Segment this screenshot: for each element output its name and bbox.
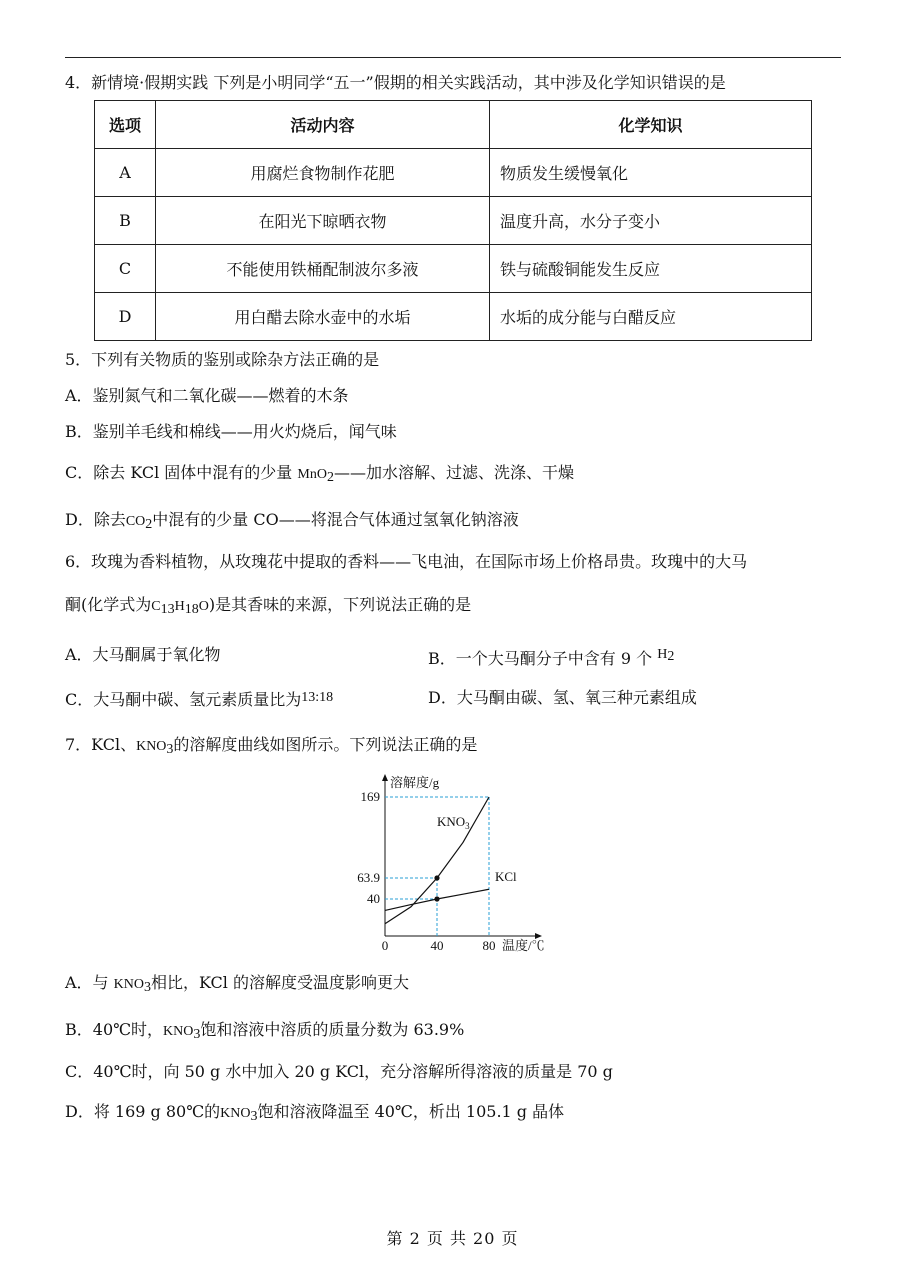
x-tick-label: 40 <box>430 938 444 953</box>
header-knowledge: 化学知识 <box>490 101 812 149</box>
table-row <box>95 149 812 197</box>
q4-table <box>94 100 812 341</box>
text: D．将 169 g 80℃的 <box>65 1102 221 1121</box>
formula: CO <box>125 514 146 529</box>
q5-option-a: A．鉴别氮气和二氧化碳——燃着的木条 <box>65 386 349 405</box>
cell-knowledge: 铁与硫酸铜能发生反应 <box>490 245 812 293</box>
cell-knowledge: 水垢的成分能与白醋反应 <box>490 293 812 341</box>
chart-plot <box>357 789 517 953</box>
formula: KNO <box>220 1106 251 1121</box>
q5-stem: 5．下列有关物质的鉴别或除杂方法正确的是 <box>65 350 380 369</box>
cell-activity: 不能使用铁桶配制波尔多液 <box>156 245 490 293</box>
text: 相比，KCl 的溶解度受温度影响更大 <box>151 973 409 992</box>
subscript: 2 <box>326 470 334 485</box>
text: C．除去 KCl 固体中混有的少量 <box>65 463 298 482</box>
subscript: 2 <box>145 517 153 532</box>
formula: C <box>151 599 161 614</box>
solubility-chart <box>330 770 570 955</box>
subscript: 13 <box>160 602 175 617</box>
cell-activity: 用白醋去除水壶中的水垢 <box>156 293 490 341</box>
text: )是其香味的来源，下列说法正确的是 <box>208 595 472 614</box>
y-axis-arrow <box>382 774 388 781</box>
formula: H <box>657 647 668 662</box>
q5-option-c <box>65 462 574 489</box>
text: ——加水溶解、过滤、洗涤、干燥 <box>333 463 574 482</box>
text: D．除去 <box>65 510 126 529</box>
subscript: 3 <box>144 980 151 995</box>
ratio: 13:18 <box>301 690 334 705</box>
q5-option-b: B．鉴别羊毛线和棉线——用火灼烧后，闻气味 <box>65 422 397 441</box>
q7-option-d <box>65 1101 564 1128</box>
series-label-kcl: KCl <box>495 869 517 884</box>
formula: H <box>174 599 185 614</box>
header-activity: 活动内容 <box>156 101 490 149</box>
cell-activity: 用腐烂食物制作花肥 <box>156 149 490 197</box>
data-point <box>434 896 439 901</box>
text: 中混有的少量 CO——将混合气体通过氢氧化钠溶液 <box>152 510 519 529</box>
cell-option: C <box>95 245 156 293</box>
q6-option-a: A．大马酮属于氧化物 <box>65 645 221 664</box>
cell-option: B <box>95 197 156 245</box>
text: 饱和溶液降温至 40℃，析出 105.1 g 晶体 <box>257 1102 565 1121</box>
page-footer: 第 2 页 共 20 页 <box>386 1229 519 1248</box>
header-rule <box>65 57 841 58</box>
subscript: 3 <box>250 1109 258 1124</box>
text: 7．KCl、 <box>65 735 137 754</box>
series-label-kno3: $KNO_3$ <box>437 814 470 831</box>
table-row <box>95 293 812 341</box>
q6-stem-line1: 6．玫瑰为香料植物，从玫瑰花中提取的香料——飞电油，在国际市场上价格昂贵。玫瑰中的大马 <box>65 552 748 571</box>
cell-knowledge: 温度升高，水分子变小 <box>490 197 812 245</box>
y-tick-label: 63.9 <box>357 870 380 885</box>
text: 的溶解度曲线如图所示。下列说法正确的是 <box>173 735 478 754</box>
text: B．一个大马酮分子中含有 9 个 <box>428 649 658 668</box>
q6-stem-line2 <box>65 594 471 621</box>
table-header-row <box>95 101 812 149</box>
cell-knowledge: 物质发生缓慢氧化 <box>490 149 812 197</box>
subscript: 3 <box>166 742 174 757</box>
data-point <box>434 875 439 880</box>
x-axis-label: 温度/℃ <box>502 938 545 953</box>
q6-option-b <box>428 644 674 670</box>
header-option: 选项 <box>95 101 156 149</box>
formula: O <box>198 599 209 614</box>
y-tick-label: 40 <box>367 891 380 906</box>
subscript: 3 <box>193 1027 201 1042</box>
y-axis-label: 溶解度/g <box>390 775 440 790</box>
cell-activity: 在阳光下晾晒衣物 <box>156 197 490 245</box>
q7-option-a <box>65 972 409 999</box>
x-tick-label: 80 <box>482 938 496 953</box>
table-row <box>95 197 812 245</box>
formula: MnO <box>297 467 327 482</box>
table-row <box>95 245 812 293</box>
text: C．大马酮中碳、氢元素质量比为 <box>65 690 302 709</box>
text: 饱和溶液中溶质的质量分数为 63.9% <box>200 1020 465 1039</box>
text: A．与 <box>65 973 114 992</box>
subscript: 2 <box>667 649 675 664</box>
formula: KNO <box>163 1024 194 1039</box>
q7-option-c: C．40℃时，向 50 g 水中加入 20 g KCl，充分溶解所得溶液的质量是 70 g <box>65 1062 613 1081</box>
formula: KNO <box>113 977 144 992</box>
q6-option-c <box>65 687 333 711</box>
x-tick-label: 0 <box>381 938 389 953</box>
q4-stem: 4．新情境·假期实践 下列是小明同学“五一”假期的相关实践活动，其中涉及化学知识错误的是 <box>65 73 726 92</box>
text: B．40℃时， <box>65 1020 164 1039</box>
formula: KNO <box>136 739 167 754</box>
q7-stem <box>65 734 477 761</box>
y-tick-label: 169 <box>360 789 380 804</box>
q7-option-b <box>65 1019 464 1046</box>
subscript: 18 <box>184 602 199 617</box>
text: 酮(化学式为 <box>65 595 152 614</box>
cell-option: D <box>95 293 156 341</box>
q6-option-d: D．大马酮由碳、氢、氧三种元素组成 <box>428 688 697 707</box>
cell-option: A <box>95 149 156 197</box>
q5-option-d <box>65 509 519 536</box>
chart-axes <box>382 774 545 953</box>
